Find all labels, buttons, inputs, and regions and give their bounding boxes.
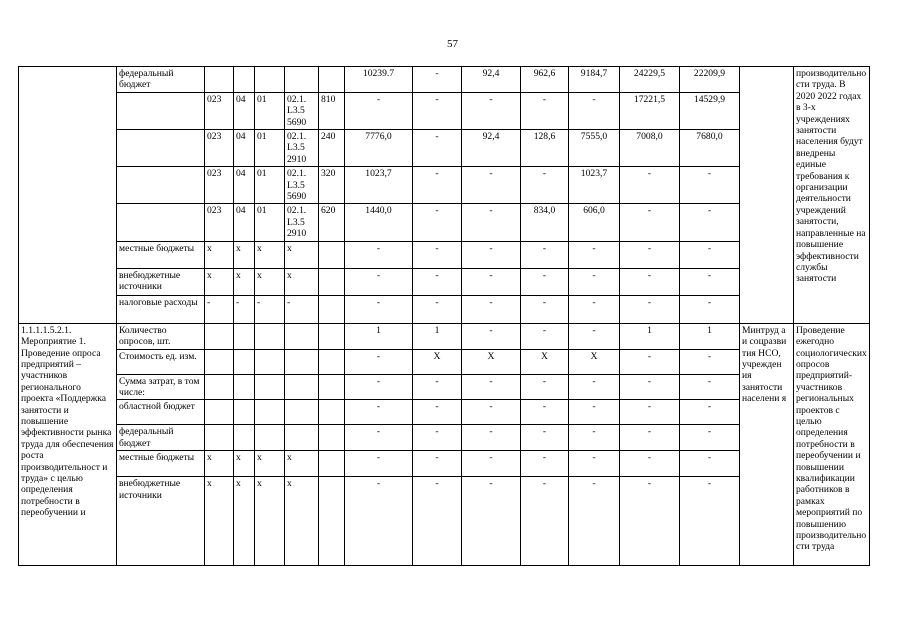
- grbs-cell: [205, 374, 234, 400]
- csr-cell: 02.1. L3.5 5690: [285, 92, 319, 129]
- y2022-cell: -: [620, 425, 680, 451]
- y2018-cell: -: [413, 400, 462, 425]
- y2021-cell: -: [569, 425, 620, 451]
- program-table-wrapper: [18, 66, 870, 566]
- rz-cell: 04: [234, 204, 255, 241]
- y2019-cell: 92,4: [462, 67, 521, 93]
- grbs-cell: [205, 323, 234, 349]
- vr-cell: [319, 268, 345, 295]
- y2020-cell: -: [521, 425, 569, 451]
- funding-source-cell: [117, 130, 205, 167]
- rz-cell: 04: [234, 92, 255, 129]
- total-cell: -: [345, 349, 413, 374]
- vr-cell: [319, 477, 345, 566]
- y2022-cell: -: [620, 477, 680, 566]
- total-cell: -: [345, 400, 413, 425]
- event-cell: [19, 67, 117, 324]
- funding-source-cell: налоговые расходы: [117, 295, 205, 323]
- y2021-cell: -: [569, 400, 620, 425]
- total-cell: -: [345, 374, 413, 400]
- vr-cell: [319, 67, 345, 93]
- funding-source-cell: Количество опросов, шт.: [117, 323, 205, 349]
- pr-cell: [255, 425, 285, 451]
- y2023-cell: -: [680, 374, 740, 400]
- vr-cell: [319, 451, 345, 477]
- funding-source-cell: федеральный бюджет: [117, 425, 205, 451]
- y2022-cell: -: [620, 268, 680, 295]
- total-cell: -: [345, 241, 413, 268]
- y2021-cell: -: [569, 92, 620, 129]
- vr-cell: 320: [319, 167, 345, 204]
- pr-cell: [255, 323, 285, 349]
- y2019-cell: X: [462, 349, 521, 374]
- funding-source-cell: федеральный бюджет: [117, 67, 205, 93]
- y2021-cell: -: [569, 241, 620, 268]
- y2023-cell: -: [680, 451, 740, 477]
- pr-cell: [255, 374, 285, 400]
- rz-cell: [234, 349, 255, 374]
- rz-cell: -: [234, 295, 255, 323]
- total-cell: -: [345, 477, 413, 566]
- rz-cell: x: [234, 451, 255, 477]
- y2018-cell: -: [413, 130, 462, 167]
- y2019-cell: -: [462, 400, 521, 425]
- table-row: [19, 67, 870, 93]
- total-cell: -: [345, 295, 413, 323]
- grbs-cell: [205, 425, 234, 451]
- y2018-cell: -: [413, 241, 462, 268]
- funding-source-cell: [117, 204, 205, 241]
- csr-cell: x: [285, 268, 319, 295]
- rz-cell: [234, 323, 255, 349]
- grbs-cell: [205, 67, 234, 93]
- funding-source-cell: областной бюджет: [117, 400, 205, 425]
- vr-cell: [319, 349, 345, 374]
- rz-cell: x: [234, 241, 255, 268]
- pr-cell: 01: [255, 167, 285, 204]
- vr-cell: [319, 241, 345, 268]
- y2018-cell: -: [413, 451, 462, 477]
- y2019-cell: -: [462, 323, 521, 349]
- y2022-cell: -: [620, 400, 680, 425]
- y2023-cell: -: [680, 400, 740, 425]
- y2020-cell: -: [521, 92, 569, 129]
- y2019-cell: -: [462, 92, 521, 129]
- vr-cell: 240: [319, 130, 345, 167]
- y2023-cell: 22209,9: [680, 67, 740, 93]
- y2021-cell: -: [569, 323, 620, 349]
- pr-cell: 01: [255, 130, 285, 167]
- pr-cell: [255, 67, 285, 93]
- y2020-cell: -: [521, 477, 569, 566]
- y2021-cell: 1023,7: [569, 167, 620, 204]
- pr-cell: [255, 349, 285, 374]
- y2020-cell: 834,0: [521, 204, 569, 241]
- y2022-cell: -: [620, 204, 680, 241]
- y2023-cell: -: [680, 477, 740, 566]
- rz-cell: [234, 425, 255, 451]
- y2022-cell: -: [620, 374, 680, 400]
- csr-cell: [285, 323, 319, 349]
- rz-cell: [234, 374, 255, 400]
- rz-cell: [234, 400, 255, 425]
- y2019-cell: 92,4: [462, 130, 521, 167]
- csr-cell: x: [285, 451, 319, 477]
- y2020-cell: -: [521, 295, 569, 323]
- event-cell: 1.1.1.1.5.2.1. Мероприятие 1. Проведение опроса предприятий – участников регионального проекта «Поддержка занятости и повышение эффективности рынка труда для обеспечения роста производительност и труда» с целью определения потребности в переобучении и: [19, 323, 117, 565]
- vr-cell: [319, 374, 345, 400]
- total-cell: 1440,0: [345, 204, 413, 241]
- y2020-cell: -: [521, 400, 569, 425]
- funding-source-cell: Стоимость ед. изм.: [117, 349, 205, 374]
- funding-source-cell: внебюджетные источники: [117, 477, 205, 566]
- y2021-cell: X: [569, 349, 620, 374]
- y2023-cell: -: [680, 425, 740, 451]
- csr-cell: [285, 400, 319, 425]
- y2020-cell: -: [521, 451, 569, 477]
- y2020-cell: -: [521, 323, 569, 349]
- total-cell: 1023,7: [345, 167, 413, 204]
- y2022-cell: 1: [620, 323, 680, 349]
- pr-cell: x: [255, 451, 285, 477]
- y2022-cell: 17221,5: [620, 92, 680, 129]
- y2021-cell: -: [569, 268, 620, 295]
- y2022-cell: -: [620, 167, 680, 204]
- grbs-cell: 023: [205, 130, 234, 167]
- y2019-cell: -: [462, 241, 521, 268]
- y2020-cell: -: [521, 241, 569, 268]
- funding-source-cell: [117, 167, 205, 204]
- y2019-cell: -: [462, 451, 521, 477]
- y2022-cell: 7008,0: [620, 130, 680, 167]
- y2019-cell: -: [462, 374, 521, 400]
- y2020-cell: 128,6: [521, 130, 569, 167]
- y2019-cell: -: [462, 425, 521, 451]
- y2023-cell: 1: [680, 323, 740, 349]
- rz-cell: 04: [234, 167, 255, 204]
- grbs-cell: x: [205, 451, 234, 477]
- y2018-cell: -: [413, 374, 462, 400]
- y2022-cell: 24229,5: [620, 67, 680, 93]
- y2022-cell: -: [620, 451, 680, 477]
- pr-cell: [255, 400, 285, 425]
- funding-source-cell: [117, 92, 205, 129]
- pr-cell: x: [255, 477, 285, 566]
- csr-cell: [285, 425, 319, 451]
- y2021-cell: -: [569, 451, 620, 477]
- csr-cell: 02.1. L3.5 2910: [285, 204, 319, 241]
- y2021-cell: 7555,0: [569, 130, 620, 167]
- grbs-cell: x: [205, 268, 234, 295]
- y2022-cell: -: [620, 295, 680, 323]
- y2020-cell: -: [521, 268, 569, 295]
- csr-cell: x: [285, 241, 319, 268]
- csr-cell: [285, 374, 319, 400]
- program-table: [18, 66, 870, 566]
- y2021-cell: -: [569, 374, 620, 400]
- y2023-cell: -: [680, 167, 740, 204]
- funding-source-cell: Сумма затрат, в том числе:: [117, 374, 205, 400]
- vr-cell: 810: [319, 92, 345, 129]
- executor-cell: [740, 67, 794, 324]
- csr-cell: 02.1. L3.5 2910: [285, 130, 319, 167]
- y2021-cell: 9184,7: [569, 67, 620, 93]
- y2021-cell: -: [569, 477, 620, 566]
- csr-cell: [285, 349, 319, 374]
- funding-source-cell: местные бюджеты: [117, 241, 205, 268]
- y2018-cell: -: [413, 268, 462, 295]
- page-number: 57: [447, 38, 458, 50]
- pr-cell: x: [255, 241, 285, 268]
- total-cell: -: [345, 425, 413, 451]
- grbs-cell: [205, 349, 234, 374]
- funding-source-cell: местные бюджеты: [117, 451, 205, 477]
- y2018-cell: -: [413, 477, 462, 566]
- y2018-cell: -: [413, 295, 462, 323]
- y2018-cell: 1: [413, 323, 462, 349]
- vr-cell: [319, 400, 345, 425]
- y2023-cell: -: [680, 241, 740, 268]
- total-cell: -: [345, 92, 413, 129]
- y2020-cell: 962,6: [521, 67, 569, 93]
- y2018-cell: -: [413, 92, 462, 129]
- y2022-cell: -: [620, 349, 680, 374]
- rz-cell: x: [234, 477, 255, 566]
- grbs-cell: 023: [205, 167, 234, 204]
- y2023-cell: 7680,0: [680, 130, 740, 167]
- vr-cell: [319, 425, 345, 451]
- pr-cell: x: [255, 268, 285, 295]
- grbs-cell: [205, 400, 234, 425]
- vr-cell: 620: [319, 204, 345, 241]
- grbs-cell: -: [205, 295, 234, 323]
- total-cell: -: [345, 268, 413, 295]
- csr-cell: 02.1. L3.5 5690: [285, 167, 319, 204]
- y2023-cell: -: [680, 268, 740, 295]
- y2020-cell: X: [521, 349, 569, 374]
- total-cell: -: [345, 451, 413, 477]
- y2018-cell: -: [413, 167, 462, 204]
- y2022-cell: -: [620, 241, 680, 268]
- total-cell: 7776,0: [345, 130, 413, 167]
- rz-cell: [234, 67, 255, 93]
- executor-cell: Минтруд а и соцразви тия НСО, учрежден ия занятости населени я: [740, 323, 794, 565]
- section-a-body: [19, 67, 870, 324]
- expected-result-cell: производительно сти труда. В 2020 2022 годах в 3-х учреждениях занятости населения будут внедрены единые требования к организации деятельности учреждений занятости, направленные на повышение эффективности службы занятости: [794, 67, 870, 324]
- y2018-cell: -: [413, 425, 462, 451]
- pr-cell: 01: [255, 204, 285, 241]
- csr-cell: x: [285, 477, 319, 566]
- y2019-cell: -: [462, 268, 521, 295]
- y2018-cell: -: [413, 204, 462, 241]
- expected-result-cell: Проведение ежегодно социологических опросов предприятий-участников региональных проектов с целью определения потребности в переобучении и повышении квалификации работников в рамках мероприятий по повышению производительно сти труда: [794, 323, 870, 565]
- section-b-body: [19, 323, 870, 565]
- total-cell: 1: [345, 323, 413, 349]
- csr-cell: [285, 67, 319, 93]
- grbs-cell: x: [205, 241, 234, 268]
- table-row: [19, 323, 870, 349]
- pr-cell: 01: [255, 92, 285, 129]
- y2019-cell: -: [462, 204, 521, 241]
- grbs-cell: 023: [205, 204, 234, 241]
- y2021-cell: -: [569, 295, 620, 323]
- y2023-cell: -: [680, 204, 740, 241]
- total-cell: 10239.7: [345, 67, 413, 93]
- y2019-cell: -: [462, 295, 521, 323]
- y2023-cell: -: [680, 295, 740, 323]
- y2023-cell: -: [680, 349, 740, 374]
- y2023-cell: 14529,9: [680, 92, 740, 129]
- grbs-cell: 023: [205, 92, 234, 129]
- grbs-cell: x: [205, 477, 234, 566]
- rz-cell: x: [234, 268, 255, 295]
- vr-cell: [319, 323, 345, 349]
- y2018-cell: -: [413, 67, 462, 93]
- y2020-cell: -: [521, 167, 569, 204]
- y2018-cell: X: [413, 349, 462, 374]
- y2019-cell: -: [462, 477, 521, 566]
- y2019-cell: -: [462, 167, 521, 204]
- vr-cell: [319, 295, 345, 323]
- y2020-cell: -: [521, 374, 569, 400]
- funding-source-cell: внебюджетные источники: [117, 268, 205, 295]
- csr-cell: -: [285, 295, 319, 323]
- rz-cell: 04: [234, 130, 255, 167]
- pr-cell: -: [255, 295, 285, 323]
- y2021-cell: 606,0: [569, 204, 620, 241]
